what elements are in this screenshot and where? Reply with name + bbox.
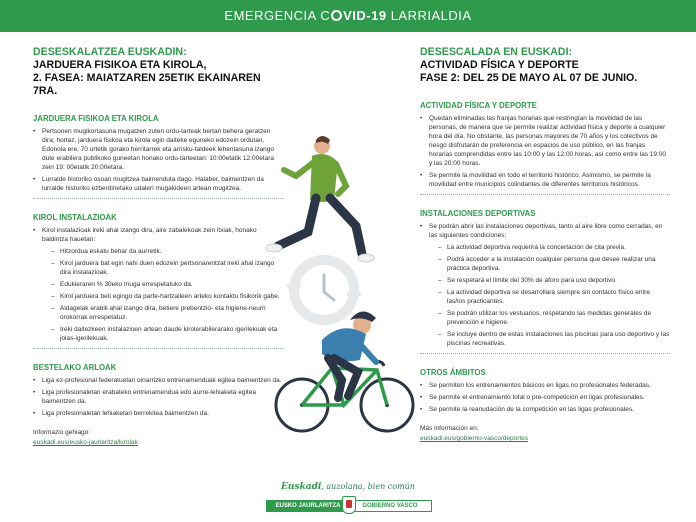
sub-list-item: – Kirol jarduera bat egin nahi duen edozein pertsonarentzat ireki ahal izango dira instalazioak.	[51, 259, 283, 277]
sports-illustration	[262, 130, 422, 455]
more-info-label: Informazio gehiago:	[33, 429, 91, 436]
right-more-info	[420, 424, 670, 444]
left-title-line1: DESESKALATZEA EUSKADIN:	[33, 46, 187, 58]
list-item: • Lurralde historiko osoan mugitzea baimenduta dago. Halaber, baimentzen da lurralde historiko ezberdinetako udaleri mugakideen artean mugitzea.	[33, 175, 283, 193]
right-title-line3: FASE 2: DEL 25 DE MAYO AL 07 DE JUNIO.	[420, 72, 638, 84]
right-section-heading: ACTIVIDAD FÍSICA Y DEPORTE	[420, 101, 537, 110]
left-title	[33, 46, 283, 98]
header-text-part1: EMERGENCIA C	[224, 8, 331, 23]
divider	[420, 353, 670, 354]
right-section-list	[420, 381, 670, 414]
left-more-info	[33, 428, 283, 448]
sub-list-item: – Edukieraren % 30eko muga errespetatuko da.	[51, 280, 283, 289]
virus-icon	[331, 10, 342, 21]
more-info-link[interactable]: euskadi.eus/gobierno-vasco/deportes	[420, 435, 529, 442]
list-item: • Se permiten los entrenamientos básicos en ligas no profesionales federadas.	[420, 381, 670, 390]
list-item: • Pertsonen mugikortasuna mugatzen zuten ordu-tarteak bertan behera geratzen dira; hortaz, jarduera fisikoa eta kirola egin daiteke eguneko edozein ordutan. Edonola ere, 70 urtetik gorako herritarrek eta arrisku-taldeek lehentasuna izango dute erabilera publikoko guneetan honako ordu-tarteetan: 10:00etatik 12:00etara zein 19: 00etatik 20:00etara.	[33, 127, 283, 172]
list-item	[420, 222, 670, 348]
header-banner	[0, 0, 696, 32]
right-title-line2: ACTIVIDAD FÍSICA Y DEPORTE	[420, 59, 579, 71]
sub-list-item: – Ireki daitezkeen instalazioen artean daude kirolerabilerarako igerilekuak eta jolas-igerilekuak.	[51, 325, 283, 343]
list-item: • Se permite la movilidad en todo el territorio histórico. Asimismo, se permite la movilidad entre municipios colindantes de diferentes territorios históricos.	[420, 171, 670, 189]
left-column-basque	[33, 46, 283, 448]
sub-list-item: – Se incluye dentro de estas instalaciones las piscinas para uso deportivo y las piscinas recreativas.	[438, 330, 670, 348]
list-item: • Quedan eliminadas las franjas horarias que restringían la movilidad de las personas, de manera que se permite realizar actividad física y deporte a cualquier hora del día. No obstante, las personas mayores de 70 años y los colectivos de riesgo disfrutarán de preferencia en espacios de uso público, en las franjas horarias comprendidas entre las 10:00 y las 12:00 horas, así como entre las 19:00 y las 20:00 horas.	[420, 114, 670, 168]
left-title-line3: 2. FASEA: MAIATZAREN 25ETIK EKAINAREN 7RA.	[33, 72, 261, 97]
right-column-spanish	[420, 46, 670, 444]
runner-illustration	[266, 136, 374, 262]
list-item: • Liga ez-profesional federatuetan oinarrizko entrenamenduak egitea baimentzen da.	[33, 376, 283, 385]
divider	[420, 194, 670, 195]
list-item	[33, 226, 283, 343]
right-title	[420, 46, 670, 85]
right-title-line1: DESESCALADA EN EUSKADI:	[420, 46, 573, 58]
more-info-link[interactable]: euskadi.eus/eusko-jaurlaritza/kirolak	[33, 439, 138, 446]
logo-es-name: GOBIERNO VASCO	[349, 501, 431, 511]
slogan-rest: , auzolana, bien común	[321, 482, 415, 491]
sub-list-item: – Se podrán utilizar los vestuarios, respetando las medidas generales de prevención e higiene.	[438, 309, 670, 327]
sub-list-item: – La actividad deportiva requerirá la concertación de cita previa.	[438, 243, 670, 252]
sub-list-item: – La actividad deportiva se desarrollará siempre sin contacto físico entre las/los practicantes.	[438, 288, 670, 306]
left-title-line2: JARDUERA FISIKOA ETA KIROLA,	[33, 59, 207, 71]
left-section-list	[33, 226, 283, 343]
sub-list-item: – Podrá acceder a la instalación cualquier persona que desee realizar una práctica deportiva.	[438, 255, 670, 273]
sub-list-item: – Aldagelak erabili ahal izango dira, betiere prebentzio- eta higiene-neurri orokorrak errespetatuz.	[51, 304, 283, 322]
left-section-heading: BESTELAKO ARLOAK	[33, 363, 117, 372]
sub-list	[438, 243, 670, 348]
slogan-brand: Euskadi	[281, 482, 322, 492]
basque-government-logo	[258, 482, 438, 518]
right-section-heading: OTROS ÁMBITOS	[420, 368, 486, 377]
header-text-part3: LARRIALDIA	[386, 8, 472, 23]
list-item: • Se permite el entrenamiento total o pre-competición en ligas profesionales.	[420, 393, 670, 402]
sub-list-item: – Se respetará el límite del 30% de aforo para uso deportivo.	[438, 276, 670, 285]
list-item: • Liga profesionaletan lehiaketari berrekitea baimentzen da.	[33, 409, 283, 418]
right-section-heading: INSTALACIONES DEPORTIVAS	[420, 209, 536, 218]
list-item-text: Se podrán abrir las instalaciones deportivas, tanto al aire libre como cerradas, en las siguientes condiciones:	[429, 223, 663, 239]
list-item: • Se permite la reanudación de la competición en las ligas profesionales.	[420, 405, 670, 414]
divider	[33, 348, 283, 349]
left-section-list	[33, 376, 283, 418]
slogan	[258, 482, 438, 492]
header-text-part2: VID-19	[343, 8, 387, 23]
more-info-label: Más información en:	[420, 425, 479, 432]
right-section-list	[420, 114, 670, 189]
left-section-list	[33, 127, 283, 193]
logo-eus-name: EUSKO JAURLARITZA	[267, 501, 349, 511]
list-item-text: Kirol instalazioak ireki ahal izango dira, aire zabalekoak zein itxiak, honako baldintza hauetan:	[42, 227, 257, 243]
cyclist-illustration	[276, 311, 413, 431]
right-section-list	[420, 222, 670, 348]
clock-arrow-icon	[286, 260, 362, 320]
basque-government-emblem	[342, 496, 356, 514]
left-section-heading: KIROL INSTALAZIOAK	[33, 213, 117, 222]
sub-list-item: – Hitzordua eskatu behar da aurretik.	[51, 247, 283, 256]
divider	[33, 198, 283, 199]
sub-list-item: – Kirol jarduera beti egingo da parte-hartzaileen arteko kontaktu fisikorik gabe.	[51, 292, 283, 301]
list-item: • Liga profesionaletan erabateko entrenamendua edo aurre-lehiaketa egitea baimentzen da.	[33, 388, 283, 406]
sub-list	[51, 247, 283, 343]
left-section-heading: JARDUERA FISIKOA ETA KIROLA	[33, 114, 159, 123]
